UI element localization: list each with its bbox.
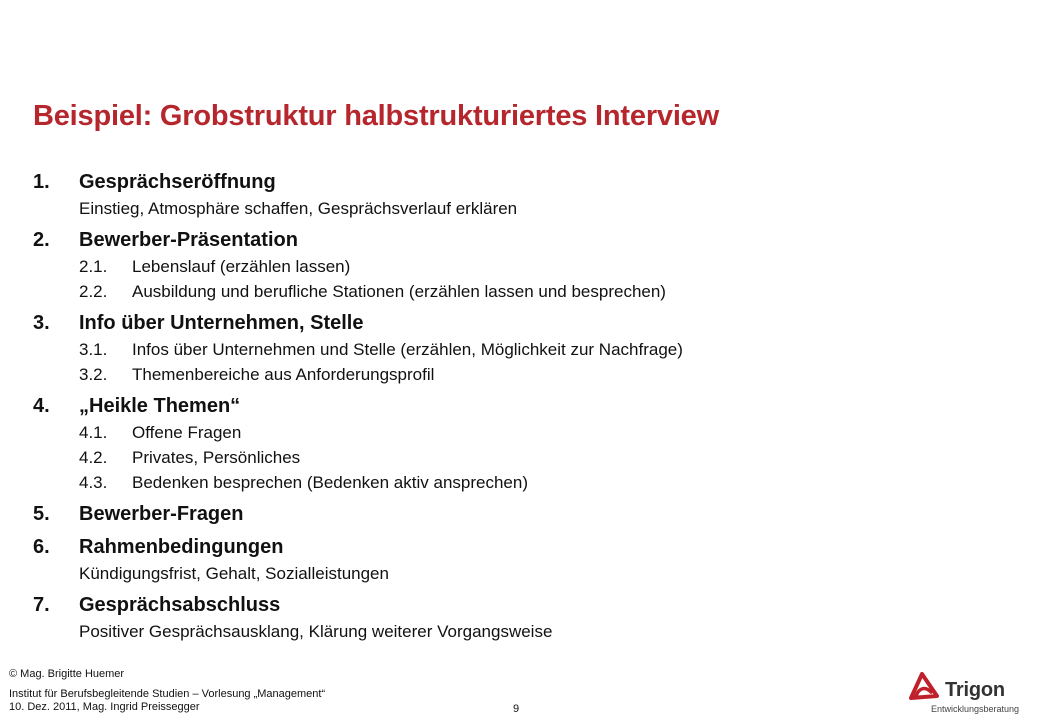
section-description: Kündigungsfrist, Gehalt, Sozialleistungen bbox=[79, 564, 389, 583]
subsection-text: Themenbereiche aus Anforderungsprofil bbox=[132, 365, 435, 384]
subsection-number: 4.3. bbox=[79, 473, 108, 492]
subsection-text: Ausbildung und berufliche Stationen (erzählen lassen und besprechen) bbox=[132, 282, 666, 301]
section-title: Gesprächsabschluss bbox=[79, 594, 281, 616]
subsection-number: 3.2. bbox=[79, 365, 108, 384]
section-6 bbox=[33, 533, 1023, 586]
subsection-number: 2.2. bbox=[79, 282, 108, 301]
page-number: 9 bbox=[513, 703, 520, 715]
subsection-number: 2.1. bbox=[79, 257, 108, 276]
subsection-text: Privates, Persönliches bbox=[132, 448, 301, 467]
institute-line: Institut für Berufsbegleitende Studien – Vorlesung „Management“ bbox=[9, 688, 326, 700]
section-number: 2. bbox=[33, 229, 50, 251]
interview-outline bbox=[33, 168, 1023, 649]
subsection-text: Lebenslauf (erzählen lassen) bbox=[132, 257, 351, 276]
slide-title: Beispiel: Grobstruktur halbstrukturiertes Interview bbox=[33, 100, 719, 132]
date-author-line: 10. Dez. 2011, Mag. Ingrid Preissegger bbox=[9, 701, 200, 713]
section-3 bbox=[33, 309, 1023, 387]
logo-subtitle: Entwicklungsberatung bbox=[931, 704, 1020, 714]
trigon-logo bbox=[907, 668, 1020, 718]
section-title: Info über Unternehmen, Stelle bbox=[79, 312, 364, 334]
copyright-notice: © Mag. Brigitte Huemer bbox=[9, 668, 125, 680]
section-4 bbox=[33, 392, 1023, 495]
subsection-number: 4.2. bbox=[79, 448, 108, 467]
section-number: 4. bbox=[33, 395, 50, 417]
subsection-text: Offene Fragen bbox=[132, 423, 242, 442]
section-title: Bewerber-Präsentation bbox=[79, 229, 298, 251]
section-1 bbox=[33, 168, 1023, 221]
section-description: Positiver Gesprächsausklang, Klärung weiterer Vorgangsweise bbox=[79, 622, 553, 641]
logo-wordmark: Trigon bbox=[945, 679, 1005, 701]
section-number: 6. bbox=[33, 536, 50, 558]
section-number: 5. bbox=[33, 503, 50, 525]
section-number: 3. bbox=[33, 312, 50, 334]
section-title: Gesprächseröffnung bbox=[79, 171, 276, 193]
section-2 bbox=[33, 226, 1023, 304]
subsection-number: 4.1. bbox=[79, 423, 108, 442]
trigon-logo-icon bbox=[907, 670, 941, 702]
subsection-text: Infos über Unternehmen und Stelle (erzählen, Möglichkeit zur Nachfrage) bbox=[132, 340, 683, 359]
section-title: „Heikle Themen“ bbox=[79, 395, 241, 417]
section-5 bbox=[33, 500, 1023, 528]
section-title: Rahmenbedingungen bbox=[79, 536, 284, 558]
section-number: 1. bbox=[33, 171, 50, 193]
section-description: Einstieg, Atmosphäre schaffen, Gesprächsverlauf erklären bbox=[79, 199, 518, 218]
section-number: 7. bbox=[33, 594, 50, 616]
subsection-number: 3.1. bbox=[79, 340, 108, 359]
section-title: Bewerber-Fragen bbox=[79, 503, 244, 525]
subsection-text: Bedenken besprechen (Bedenken aktiv ansprechen) bbox=[132, 473, 528, 492]
section-7 bbox=[33, 591, 1023, 644]
